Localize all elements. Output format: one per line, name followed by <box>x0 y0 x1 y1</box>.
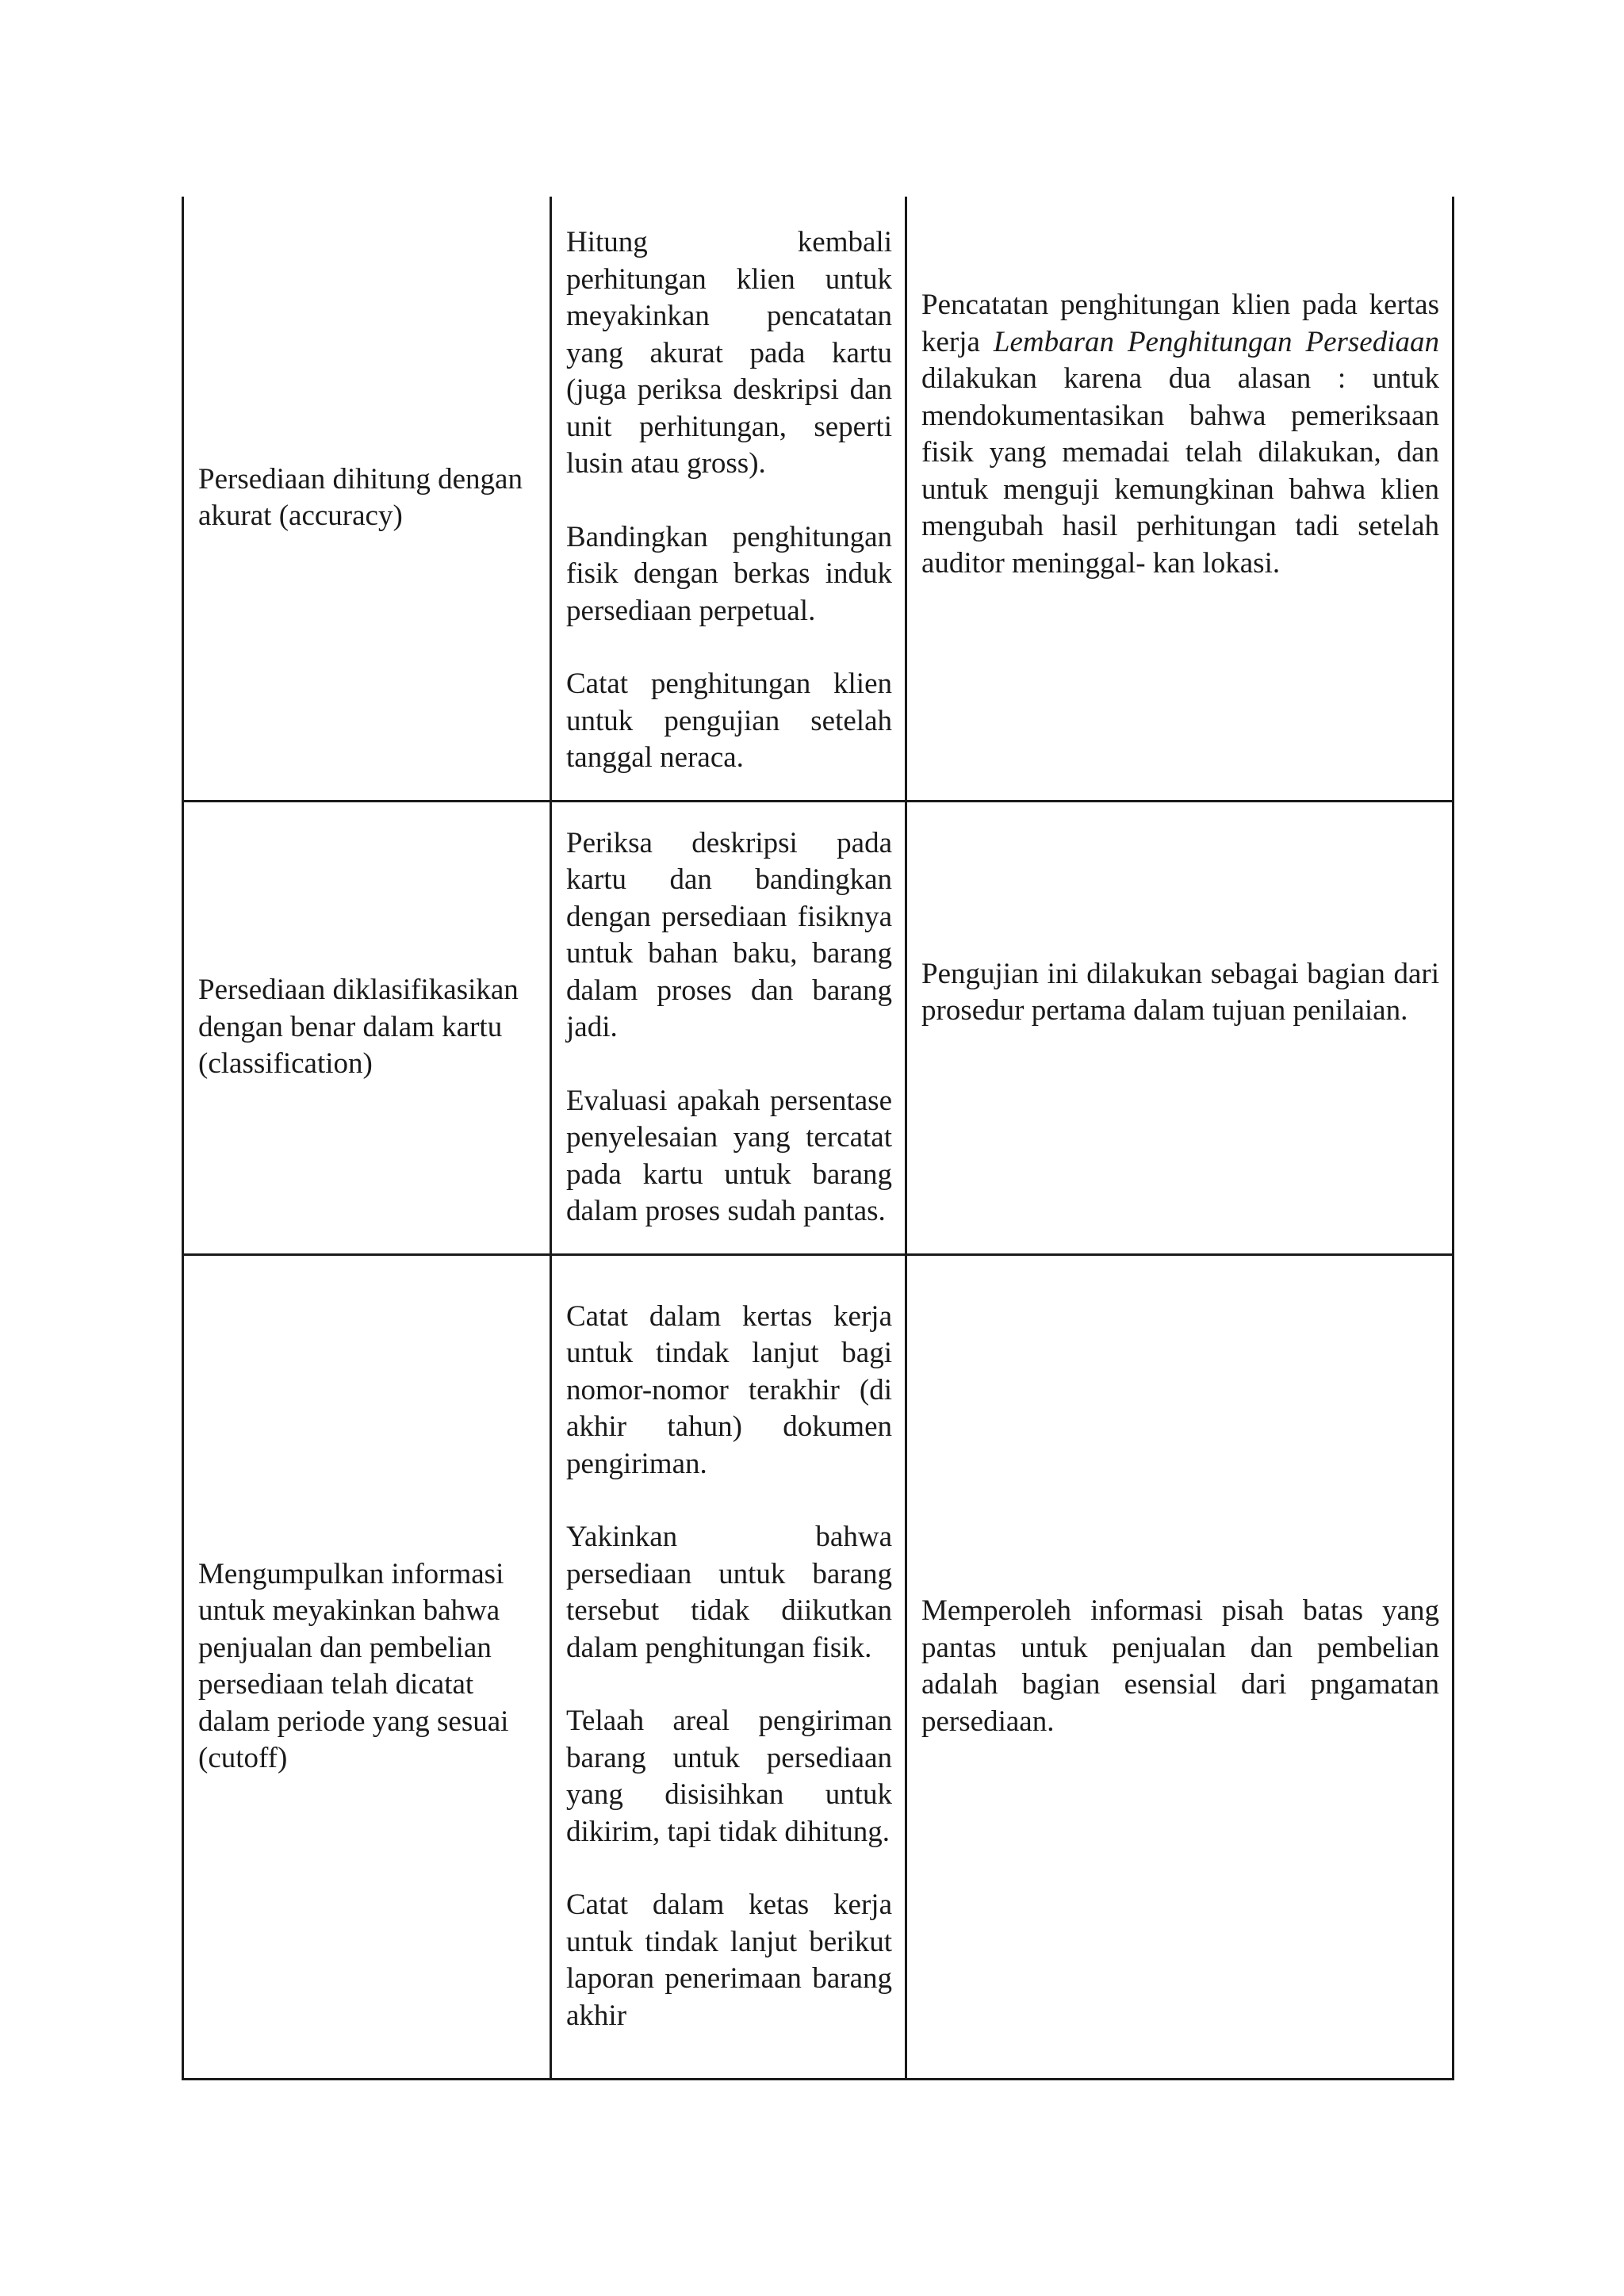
procedures-cell <box>551 801 906 1254</box>
procedure-item: Catat dalam ketas kerja untuk tindak lanjut berikut laporan penerimaan barang akhir <box>566 1888 892 2032</box>
procedures-cell <box>551 197 906 801</box>
note-text-start: Pencatatan penghitungan klien pada kertas kerja <box>921 289 1439 358</box>
procedure-item: Periksa deskripsi pada kartu dan bandingkan dengan persediaan fisiknya untuk bahan baku, barang dalam proses dan barang jadi. <box>566 826 892 1043</box>
objective-cell: Persediaan diklasifikasikan dengan benar dalam kartu (classification) <box>183 801 551 1254</box>
note-cell <box>906 801 1454 1254</box>
audit-procedure-table <box>182 197 1454 2080</box>
procedures-cell <box>551 1254 906 2079</box>
note-text: Memperoleh informasi pisah batas yang pantas untuk penjualan dan pembelian adalah bagian esensial dari pngamatan persediaan. <box>921 1594 1439 1738</box>
procedure-item: Telaah areal pengiriman barang untuk persediaan yang disisihkan untuk dikirim, tapi tidak dihitung. <box>566 1705 892 1848</box>
table-row <box>183 1254 1454 2079</box>
procedure-item: Yakinkan bahwa persediaan untuk barang tersebut tidak diikutkan dalam penghitungan fisik. <box>566 1521 892 1664</box>
note-text: Pengujian ini dilakukan sebagai bagian dari prosedur pertama dalam tujuan penilaian. <box>921 957 1439 1027</box>
note-cell <box>906 197 1454 801</box>
procedure-item: Catat penghitungan klien untuk pengujian setelah tanggal neraca. <box>566 668 892 774</box>
procedure-item: Hitung kembali perhitungan klien untuk meyakinkan pencatatan yang akurat pada kartu (juga periksa deskripsi dan unit perhitungan, seperti lusin atau gross). <box>566 226 892 480</box>
objective-cell: Mengumpulkan informasi untuk meyakinkan bahwa penjualan dan pembelian persediaan telah dicatat dalam periode yang sesuai (cutoff) <box>183 1254 551 2079</box>
table-row <box>183 801 1454 1254</box>
objective-cell: Persediaan dihitung dengan akurat (accuracy) <box>183 197 551 801</box>
note-text-end: dilakukan karena dua alasan : untuk mendokumentasikan bahwa pemeriksaan fisik yang memadai telah dilakukan, dan untuk menguji kemungkinan bahwa klien mengubah hasil perhitungan tadi setelah auditor meninggal- kan lokasi. <box>921 362 1439 580</box>
procedure-item: Bandingkan penghitungan fisik dengan berkas induk persediaan perpetual. <box>566 520 892 627</box>
note-text <box>921 287 1439 582</box>
procedure-item: Evaluasi apakah persentase penyelesaian yang tercatat pada kartu untuk barang dalam proses sudah pantas. <box>566 1084 892 1227</box>
table-row <box>183 197 1454 801</box>
document-page <box>182 197 1452 2080</box>
note-cell <box>906 1254 1454 2079</box>
note-italic-title: Lembaran Penghitungan Persediaan <box>993 325 1439 358</box>
procedure-item: Catat dalam kertas kerja untuk tindak lanjut bagi nomor-nomor terakhir (di akhir tahun) dokumen pengiriman. <box>566 1299 892 1480</box>
